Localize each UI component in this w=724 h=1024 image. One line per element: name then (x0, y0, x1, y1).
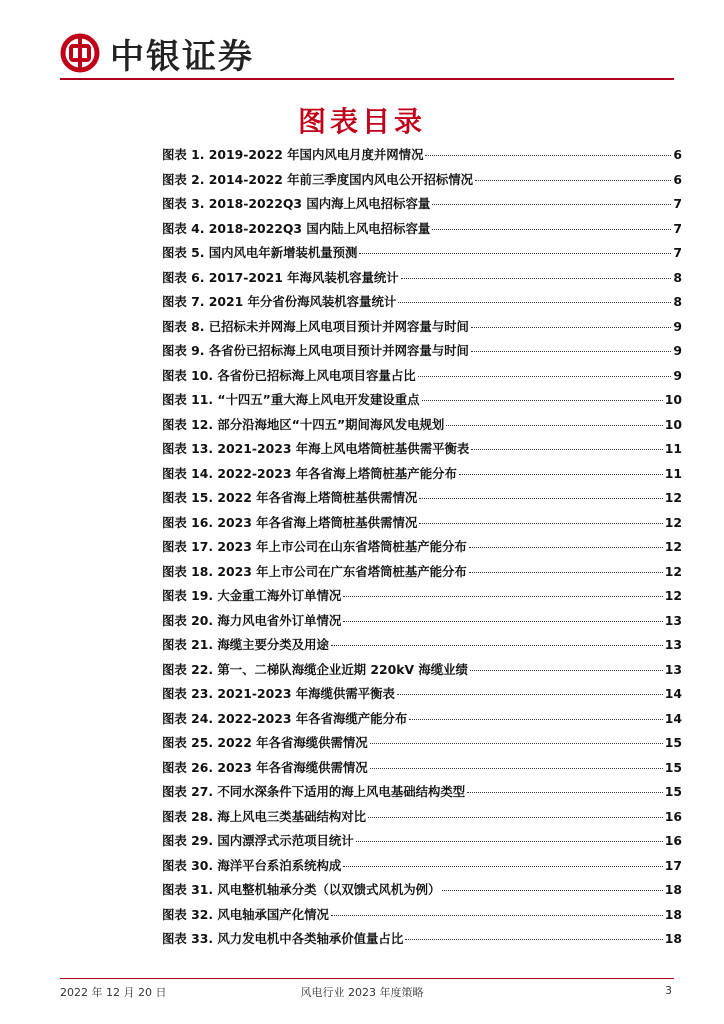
toc-entry-label: 图表 32. 风电轴承国产化情况 (162, 906, 329, 922)
toc-entry[interactable] (162, 660, 682, 685)
toc-entry[interactable] (162, 856, 682, 881)
toc-entry[interactable] (162, 831, 682, 856)
toc-entry[interactable] (162, 635, 682, 660)
toc-entry[interactable] (162, 366, 682, 391)
toc-leader-dots (471, 449, 662, 450)
toc-entry-page: 13 (664, 612, 682, 628)
toc-entry-page: 6 (673, 171, 682, 187)
toc-entry-label: 图表 12. 部分沿海地区“十四五”期间海风发电规划 (162, 416, 445, 432)
toc-leader-dots (471, 327, 671, 328)
toc-leader-dots (467, 792, 663, 793)
toc-entry-page: 13 (664, 661, 682, 677)
toc-entry-label: 图表 31. 风电整机轴承分类（以双馈式风机为例） (162, 882, 441, 897)
toc-entry[interactable] (162, 488, 682, 513)
toc-entry-label: 图表 8. 已招标未并网海上风电项目预计并网容量与时间 (162, 318, 469, 334)
header (60, 30, 254, 76)
toc-entry-label: 图表 30. 海洋平台系泊系统构成 (162, 857, 342, 873)
toc-entry[interactable] (162, 684, 682, 709)
toc-leader-dots (409, 719, 662, 720)
toc-leader-dots (401, 278, 672, 279)
toc-leader-dots (343, 596, 662, 597)
footer-divider (60, 978, 674, 979)
toc-entry-label: 图表 6. 2017-2021 年海风装机容量统计 (162, 269, 399, 285)
toc-entry-label: 图表 19. 大金重工海外订单情况 (162, 588, 342, 603)
toc-leader-dots (343, 866, 662, 867)
toc-entry[interactable] (162, 268, 682, 293)
toc-entry-page: 9 (673, 367, 682, 383)
toc-leader-dots (422, 400, 663, 401)
footer-page-number: 3 (665, 984, 672, 997)
toc-entry[interactable] (162, 513, 682, 538)
toc-leader-dots (442, 890, 662, 891)
toc-entry-page: 16 (664, 808, 682, 824)
toc-entry-label: 图表 7. 2021 年分省份海风装机容量统计 (162, 294, 397, 309)
toc-entry-page: 18 (664, 906, 682, 922)
toc-entry-label: 图表 14. 2022-2023 年各省海上塔筒桩基产能分布 (162, 465, 457, 481)
toc-leader-dots (425, 155, 671, 156)
toc-leader-dots (356, 841, 663, 842)
toc-entry-page: 12 (664, 490, 682, 505)
toc-leader-dots (475, 180, 671, 181)
toc-entry[interactable] (162, 390, 682, 415)
toc-entry-page: 11 (664, 441, 682, 456)
toc-entry[interactable] (162, 537, 682, 562)
toc-leader-dots (397, 694, 663, 695)
toc-entry-label: 图表 3. 2018-2022Q3 国内海上风电招标容量 (162, 196, 431, 211)
toc-leader-dots (331, 645, 663, 646)
toc-entry-page: 10 (664, 392, 682, 407)
toc-entry-page: 15 (664, 759, 682, 775)
toc-leader-dots (331, 915, 663, 916)
toc-entry[interactable] (162, 586, 682, 611)
toc-entry-label: 图表 33. 风力发电机中各类轴承价值量占比 (162, 931, 404, 946)
page-title: 图表目录 (297, 105, 426, 138)
toc-entry[interactable] (162, 170, 682, 195)
toc-entry-label: 图表 27. 不同水深条件下适用的海上风电基础结构类型 (162, 784, 466, 799)
toc-entry[interactable] (162, 415, 682, 440)
toc-entry[interactable] (162, 929, 682, 954)
toc-entry[interactable] (162, 807, 682, 832)
toc-entry-label: 图表 13. 2021-2023 年海上风电塔筒桩基供需平衡表 (162, 441, 470, 456)
toc-leader-dots (359, 253, 671, 254)
toc-entry-page: 12 (664, 563, 682, 579)
toc-entry-page: 14 (664, 710, 682, 726)
toc-entry-page: 15 (664, 735, 682, 750)
toc-entry-label: 图表 18. 2023 年上市公司在广东省塔筒桩基产能分布 (162, 563, 467, 579)
toc-entry-page: 7 (673, 220, 682, 236)
toc-entry-label: 图表 23. 2021-2023 年海缆供需平衡表 (162, 686, 395, 701)
toc-entry-page: 17 (664, 857, 682, 873)
toc-entry-page: 18 (664, 882, 682, 897)
toc-entry-label: 图表 4. 2018-2022Q3 国内陆上风电招标容量 (162, 220, 431, 236)
toc-entry[interactable] (162, 145, 682, 170)
footer-date: 2022 年 12 月 20 日 (60, 986, 167, 999)
toc-entry-page: 11 (664, 465, 682, 481)
toc-entry[interactable] (162, 733, 682, 758)
toc-entry[interactable] (162, 243, 682, 268)
toc-leader-dots (469, 547, 663, 548)
toc-entry-page: 13 (664, 637, 682, 652)
toc-leader-dots (432, 204, 671, 205)
toc-entry-label: 图表 5. 国内风电年新增装机量预测 (162, 245, 358, 260)
toc-entry[interactable] (162, 709, 682, 734)
toc-entry-page: 14 (664, 686, 682, 701)
toc-leader-dots (432, 229, 671, 230)
toc-entry-page: 12 (664, 539, 682, 554)
toc-entry[interactable] (162, 464, 682, 489)
bank-of-china-logo-icon (60, 33, 100, 73)
toc-entry-page: 10 (664, 416, 682, 432)
toc-entry-page: 9 (673, 343, 682, 358)
toc-entry[interactable] (162, 341, 682, 366)
toc-entry-label: 图表 9. 各省份已招标海上风电项目预计并网容量与时间 (162, 343, 469, 358)
toc-leader-dots (471, 351, 671, 352)
toc-leader-dots (368, 817, 663, 818)
toc-leader-dots (446, 425, 662, 426)
toc-entry-label: 图表 29. 国内漂浮式示范项目统计 (162, 833, 354, 848)
toc-leader-dots (469, 572, 663, 573)
toc-entry-label: 图表 15. 2022 年各省海上塔筒桩基供需情况 (162, 490, 418, 505)
toc-entry-label: 图表 20. 海力风电省外订单情况 (162, 612, 342, 628)
toc-entry[interactable] (162, 219, 682, 244)
toc-entry[interactable] (162, 905, 682, 930)
toc-leader-dots (405, 939, 663, 940)
toc-entry[interactable] (162, 758, 682, 783)
toc-entry-label: 图表 16. 2023 年各省海上塔筒桩基供需情况 (162, 514, 418, 530)
toc-entry[interactable] (162, 880, 682, 905)
toc-entry[interactable] (162, 317, 682, 342)
toc-entry[interactable] (162, 562, 682, 587)
toc-entry-page: 18 (664, 931, 682, 946)
toc-entry-page: 12 (664, 514, 682, 530)
toc-entry[interactable] (162, 292, 682, 317)
toc-entry-page: 8 (673, 294, 682, 309)
toc-entry-label: 图表 26. 2023 年各省海缆供需情况 (162, 759, 368, 775)
footer-document-title: 风电行业 2023 年度策略 (300, 986, 424, 999)
toc-entry[interactable] (162, 611, 682, 636)
toc-leader-dots (418, 376, 672, 377)
toc-entry[interactable] (162, 439, 682, 464)
toc-entry-label: 图表 1. 2019-2022 年国内风电月度并网情况 (162, 147, 424, 162)
brand-name: 中银证券 (110, 36, 254, 77)
toc-entry-page: 12 (664, 588, 682, 603)
toc-entry-page: 9 (673, 318, 682, 334)
toc-entry-label: 图表 17. 2023 年上市公司在山东省塔筒桩基产能分布 (162, 539, 467, 554)
toc-entry-label: 图表 21. 海缆主要分类及用途 (162, 637, 329, 652)
toc-entry-label: 图表 24. 2022-2023 年各省海缆产能分布 (162, 710, 408, 726)
toc-entry-label: 图表 28. 海上风电三类基础结构对比 (162, 808, 367, 824)
toc-leader-dots (459, 474, 663, 475)
toc-leader-dots (398, 302, 671, 303)
toc-entry-label: 图表 25. 2022 年各省海缆供需情况 (162, 735, 368, 750)
toc-entry-label: 图表 22. 第一、二梯队海缆企业近期 220kV 海缆业绩 (162, 661, 468, 677)
toc-entry-label: 图表 11. “十四五”重大海上风电开发建设重点 (162, 392, 420, 407)
toc-entry-page: 6 (673, 147, 682, 162)
toc-leader-dots (470, 670, 663, 671)
toc-entry-page: 15 (664, 784, 682, 799)
toc-leader-dots (370, 768, 663, 769)
table-of-figures (162, 145, 682, 954)
toc-entry-label: 图表 10. 各省份已招标海上风电项目容量占比 (162, 367, 416, 383)
toc-entry-label: 图表 2. 2014-2022 年前三季度国内风电公开招标情况 (162, 171, 474, 187)
toc-entry-page: 8 (673, 269, 682, 285)
toc-leader-dots (419, 523, 663, 524)
toc-entry-page: 7 (673, 245, 682, 260)
toc-leader-dots (419, 498, 663, 499)
header-divider (60, 78, 674, 80)
toc-leader-dots (343, 621, 662, 622)
toc-entry[interactable] (162, 194, 682, 219)
toc-entry[interactable] (162, 782, 682, 807)
toc-entry-page: 7 (673, 196, 682, 211)
toc-leader-dots (370, 743, 663, 744)
toc-entry-page: 16 (664, 833, 682, 848)
